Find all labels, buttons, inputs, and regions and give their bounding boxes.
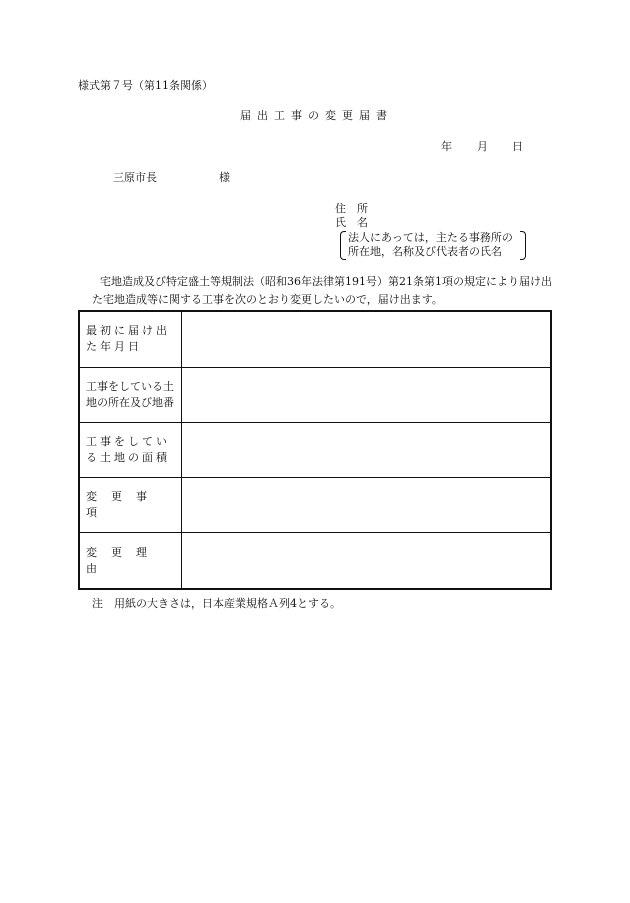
form-number: 様式第７号（第11条関係）: [78, 79, 213, 92]
change-reason-field[interactable]: [182, 533, 552, 589]
corporate-note-line1: 法人にあっては，主たる事務所の: [348, 231, 513, 244]
body-text-line2: た宅地造成等に関する工事を次のとおり変更したいので，届け出ます。: [92, 293, 443, 306]
change-items-field[interactable]: [182, 478, 552, 533]
corporate-note-line2: 所在地，名称及び代表者の氏名: [348, 245, 502, 258]
change-reason-label: 変更理由: [79, 533, 182, 589]
name-label: 氏 名: [335, 216, 368, 229]
address-label: 住 所: [335, 202, 368, 215]
construction-area-label: 工事をしている土地の面積: [79, 422, 182, 477]
table-row: [79, 478, 551, 533]
table-row: [79, 533, 551, 589]
addressee-name: 三原市長: [113, 171, 157, 184]
table-row: [79, 311, 551, 367]
document-title: 届出工事の変更届書: [240, 109, 393, 122]
addressee-honorific: 様: [219, 171, 230, 184]
date-month-label: 月: [477, 140, 488, 153]
left-bracket: [340, 231, 346, 260]
construction-area-field[interactable]: [182, 422, 552, 477]
construction-location-label: 工事をしている土地の所在及び地番: [79, 367, 182, 422]
construction-location-field[interactable]: [182, 367, 552, 422]
table-row: [79, 367, 551, 422]
table-row: [79, 422, 551, 477]
body-text-line1: 宅地造成及び特定盛土等規制法（昭和36年法律第191号）第21条第1項の規定により届け出: [100, 275, 552, 288]
change-items-label: 変更事項: [79, 478, 182, 533]
form-table: [78, 310, 552, 590]
date-day-label: 日: [512, 140, 523, 153]
first-notification-date-field[interactable]: [182, 311, 552, 367]
first-notification-date-label: 最初に届け出た年月日: [79, 311, 182, 367]
paper-size-note: 注 用紙の大きさは，日本産業規格Ａ列4とする。: [92, 597, 341, 610]
corporate-note: [340, 231, 526, 259]
date-year-label: 年: [441, 140, 452, 153]
right-bracket: [520, 231, 526, 260]
